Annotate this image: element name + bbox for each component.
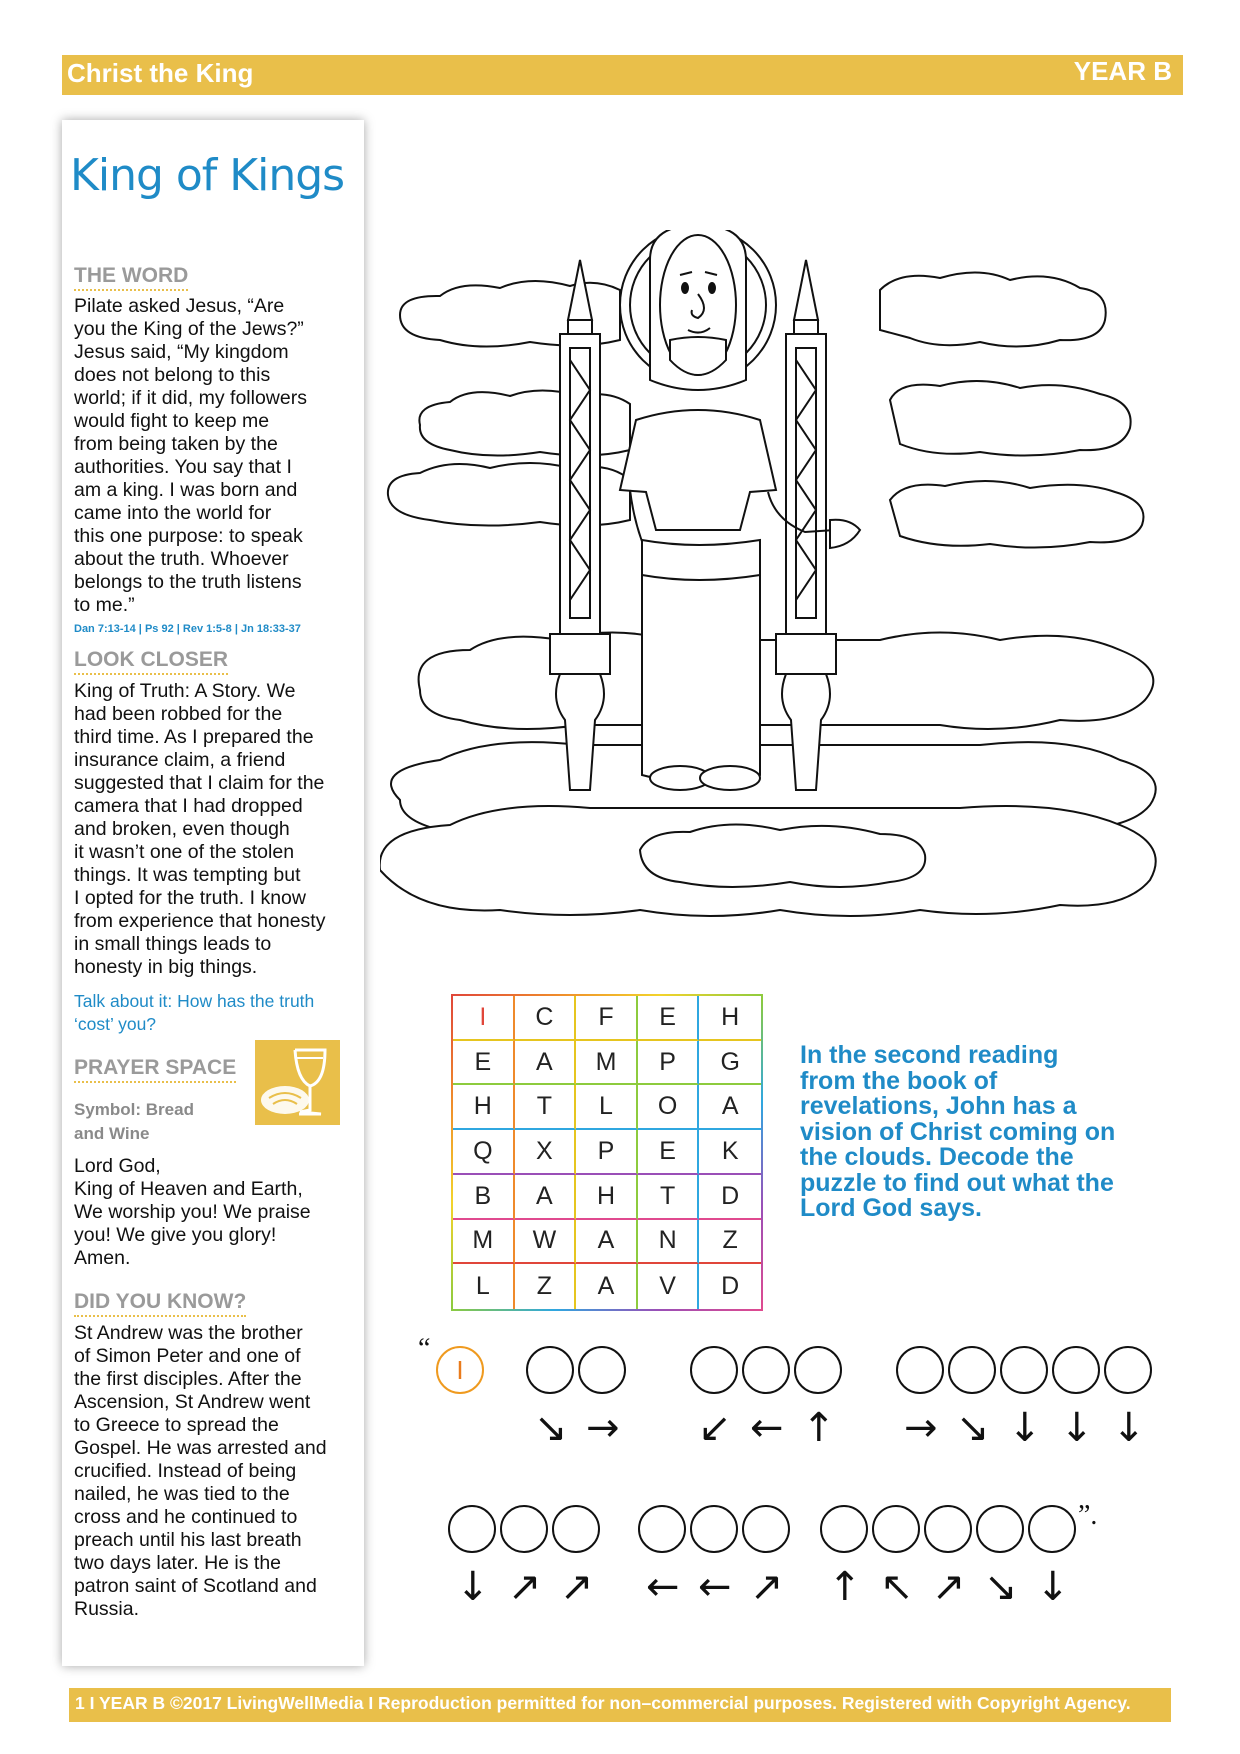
direction-arrow: ↘ bbox=[984, 1564, 1018, 1610]
direction-arrow: ← bbox=[646, 1564, 680, 1610]
prayer-symbol: Symbol: Bread and Wine bbox=[74, 1100, 194, 1143]
answer-circle[interactable] bbox=[896, 1346, 944, 1394]
direction-arrow: ↓ bbox=[1060, 1405, 1094, 1451]
direction-arrow: ↙ bbox=[698, 1405, 732, 1451]
direction-arrow: ↗ bbox=[750, 1564, 784, 1610]
direction-arrow: ↑ bbox=[828, 1564, 862, 1610]
answer-circle[interactable] bbox=[872, 1505, 920, 1553]
look-closer-text: King of Truth: A Story. We had been robbed for the third time. As I prepared the insurance claim, a friend suggested that I claim for the camera that I had dropped and broken, even though it wasn’t one of the stolen things. It was tempting but I opted for the truth. I know from experience that honesty in small things leads to honesty in big things. bbox=[74, 680, 326, 978]
header-title: Christ the King bbox=[67, 58, 254, 88]
direction-arrow: ↗ bbox=[560, 1564, 594, 1610]
direction-arrow: ↘ bbox=[534, 1405, 568, 1451]
answer-circle[interactable] bbox=[924, 1505, 972, 1553]
grid-cell: D bbox=[699, 1175, 761, 1220]
answer-circle[interactable] bbox=[794, 1346, 842, 1394]
grid-cell: A bbox=[576, 1264, 638, 1309]
answer-circle[interactable] bbox=[1028, 1505, 1076, 1553]
grid-cell: V bbox=[638, 1264, 700, 1309]
grid-cell: E bbox=[638, 1130, 700, 1175]
clouds bbox=[380, 272, 1156, 916]
answer-circle[interactable] bbox=[526, 1346, 574, 1394]
throne-illustration bbox=[380, 230, 1160, 970]
letter-grid bbox=[451, 994, 763, 1311]
grid-cell: F bbox=[576, 996, 638, 1041]
grid-cell: A bbox=[699, 1085, 761, 1130]
answer-circle[interactable] bbox=[742, 1346, 790, 1394]
header-year: YEAR B bbox=[1073, 56, 1172, 86]
grid-cell: W bbox=[515, 1220, 577, 1265]
grid-cell: L bbox=[576, 1085, 638, 1130]
direction-arrow: ← bbox=[750, 1405, 784, 1451]
grid-cell: T bbox=[515, 1085, 577, 1130]
answer-circle[interactable] bbox=[742, 1505, 790, 1553]
grid-cell: Q bbox=[453, 1130, 515, 1175]
grid-cell: N bbox=[638, 1220, 700, 1265]
did-you-know-text: St Andrew was the brother of Simon Peter and one of the first disciples. After the Ascension, St Andrew went to Greece to spread the Gospel. He was arrested and crucified. Instead of being nailed, he was tied to the cross and he continued to preach until his last breath two days later. He is the patron saint of Scotland and Russia. bbox=[74, 1322, 327, 1620]
grid-cell: I bbox=[453, 996, 515, 1041]
grid-cell: C bbox=[515, 996, 577, 1041]
grid-cell: A bbox=[515, 1041, 577, 1086]
grid-cell: H bbox=[453, 1085, 515, 1130]
grid-cell: M bbox=[453, 1220, 515, 1265]
direction-arrow: → bbox=[904, 1405, 938, 1451]
the-word-text: Pilate asked Jesus, “Are you the King of the Jews?” Jesus said, “My kingdom does not belong to this world; if it did, my followers would fight to keep me from being taken by the authorities. You say that I am a king. I was born and came into the world for this one purpose: to speak about the truth. Whoever belongs to the truth listens to me.” bbox=[74, 295, 307, 616]
answer-circle[interactable] bbox=[820, 1505, 868, 1553]
the-word-heading: THE WORD bbox=[74, 264, 188, 291]
grid-cell: L bbox=[453, 1264, 515, 1309]
grid-cell: P bbox=[576, 1130, 638, 1175]
grid-cell: B bbox=[453, 1175, 515, 1220]
grid-cell: A bbox=[576, 1220, 638, 1265]
grid-cell: Z bbox=[699, 1220, 761, 1265]
close-quote: ”. bbox=[1078, 1500, 1098, 1531]
grid-cell: H bbox=[699, 996, 761, 1041]
grid-cell: H bbox=[576, 1175, 638, 1220]
grid-cell: E bbox=[453, 1041, 515, 1086]
answer-circle[interactable] bbox=[638, 1505, 686, 1553]
direction-arrow: ↓ bbox=[1036, 1564, 1070, 1610]
answer-circle[interactable] bbox=[500, 1505, 548, 1553]
grid-cell: P bbox=[638, 1041, 700, 1086]
answer-circle[interactable] bbox=[976, 1505, 1024, 1553]
grid-cell: X bbox=[515, 1130, 577, 1175]
puzzle-instruction: In the second reading from the book of revelations, John has a vision of Christ coming on the clouds. Decode the puzzle to find out what the Lord God says. bbox=[800, 1041, 1116, 1222]
answer-circle[interactable] bbox=[690, 1346, 738, 1394]
direction-arrow: ↑ bbox=[802, 1405, 836, 1451]
direction-arrow: ↗ bbox=[508, 1564, 542, 1610]
grid-cell: A bbox=[515, 1175, 577, 1220]
direction-arrow: ← bbox=[698, 1564, 732, 1610]
grid-cell: T bbox=[638, 1175, 700, 1220]
open-quote: “ bbox=[418, 1333, 431, 1364]
prayer-text: Lord God, King of Heaven and Earth, We worship you! We praise you! We give you glory! Amen. bbox=[74, 1155, 311, 1269]
grid-cell: E bbox=[638, 996, 700, 1041]
answer-circle[interactable] bbox=[578, 1346, 626, 1394]
answer-circle[interactable]: I bbox=[436, 1346, 484, 1394]
direction-arrow: ↘ bbox=[956, 1405, 990, 1451]
answer-circle[interactable] bbox=[1052, 1346, 1100, 1394]
did-you-know-heading: DID YOU KNOW? bbox=[74, 1290, 246, 1317]
scripture-references: Dan 7:13-14 | Ps 92 | Rev 1:5-8 | Jn 18:33-37 bbox=[74, 623, 301, 635]
talk-about-it: Talk about it: How has the truth ‘cost’ you? bbox=[74, 991, 315, 1034]
direction-arrow: → bbox=[586, 1405, 620, 1451]
grid-cell: G bbox=[699, 1041, 761, 1086]
grid-cell: D bbox=[721, 1272, 740, 1301]
prayer-space-heading: PRAYER SPACE bbox=[74, 1056, 236, 1083]
grid-cell: O bbox=[638, 1085, 700, 1130]
answer-circle[interactable] bbox=[1000, 1346, 1048, 1394]
direction-arrow: ↓ bbox=[456, 1564, 490, 1610]
grid-cell: Z bbox=[515, 1264, 577, 1309]
sidebar-title: King of Kings bbox=[70, 150, 345, 201]
footer-text: 1 I YEAR B ©2017 LivingWellMedia I Reproduction permitted for non–commercial purposes. Registered with Copyright Agency. bbox=[75, 1693, 1131, 1713]
answer-circle[interactable] bbox=[948, 1346, 996, 1394]
direction-arrow: ↓ bbox=[1008, 1405, 1042, 1451]
answer-circle[interactable] bbox=[1104, 1346, 1152, 1394]
answer-circle[interactable] bbox=[552, 1505, 600, 1553]
grid-cell: K bbox=[699, 1130, 761, 1175]
look-closer-heading: LOOK CLOSER bbox=[74, 648, 228, 675]
direction-arrow: ↖ bbox=[880, 1564, 914, 1610]
grid-cell: M bbox=[576, 1041, 638, 1086]
direction-arrow: ↓ bbox=[1112, 1405, 1146, 1451]
bread-and-chalice-icon bbox=[255, 1040, 340, 1125]
answer-circle[interactable] bbox=[448, 1505, 496, 1553]
answer-circle[interactable] bbox=[690, 1505, 738, 1553]
direction-arrow: ↗ bbox=[932, 1564, 966, 1610]
